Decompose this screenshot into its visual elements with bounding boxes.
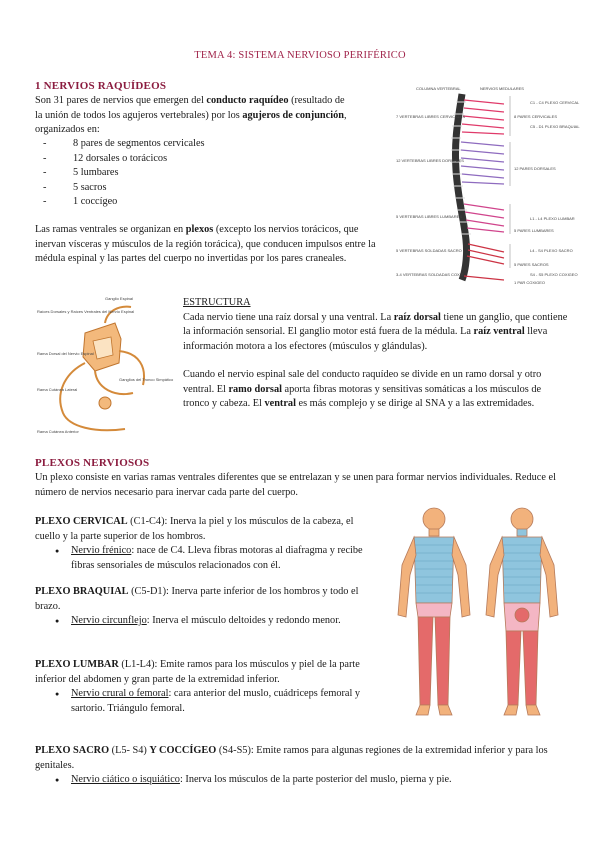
list-item: - 1 coccígeo [35, 195, 335, 210]
plexo-cervical: PLEXO CERVICAL (C1-C4): Inerva la piel y los músculos de la cabeza, el cuello y la parte superior de los hombros. ● Nervio frénico: nace de C4. Lleva fibras motoras al diafragma y recibe fibras sensoriales de músculos relacionados con él. [35, 515, 370, 573]
fig-label: L1 - L4 PLEXO LUMBAR [530, 216, 575, 221]
fig-label: S4 - S5 PLEXO COXIGEO [530, 272, 578, 277]
spinal-nerve-figure [35, 293, 175, 441]
fig-label: C5 - D1 PLEXO BRAQUIAL [530, 124, 580, 129]
fig-label: 12 PARES DORSALES [514, 166, 556, 171]
fig-label: 5 VERTEBRAS SOLDADAS SACRO [396, 248, 462, 253]
fig-label: L4 - S4 PLEXO SACRO [530, 248, 573, 253]
dermatome-figure [392, 505, 567, 723]
paragraph-nervios-intro: Son 31 pares de nervios que emergen del conducto raquídeo (resultado de la unión de todos los agujeros vertebrales) por los agujeros de conjunción, organizados en: [35, 95, 347, 135]
fig-label: 1 PAR COXIGEO [514, 280, 546, 285]
fig-label: COLUMNA VERTEBRAL [416, 86, 461, 91]
fig-label: C1 - C4 PLEXO CERVICAL [530, 100, 580, 105]
fig-label: 5 VERTEBRAS LIBRES LUMBARES [396, 214, 462, 219]
fig-label: 8 PARES CERVICALES [514, 114, 557, 119]
body-back [486, 508, 558, 715]
list-item: - 5 sacros [35, 181, 335, 196]
fig-label: 7 VERTEBRAS LIBRES CERVICALES [396, 114, 466, 119]
paragraph-plexos-intro: Un plexo consiste en varias ramas ventrales diferentes que se entrelazan y se unen para formar nervios individuales. Reduce el número de nervios necesario para inervar cada parte del cuerpo. [35, 472, 556, 498]
segment-list [35, 137, 335, 210]
list-item: ● Nervio circunflejo: Inerva el músculo deltoides y redondo menor. [35, 614, 370, 629]
paragraph-estructura-1: Cada nervio tiene una raíz dorsal y una ventral. La raíz dorsal tiene un ganglio, que contiene la información sensorial. El ganglio motor está fuera de la médula. La raíz ventral lleva información motora a los efectores (músculos y glándulas). [183, 311, 568, 352]
list-item: - 5 lumbares [35, 166, 335, 181]
fig-label: 3-4 VERTEBRAS SOLDADAS COXIS [396, 272, 464, 277]
list-item: ● Nervio ciático o isquiático: Inerva los músculos de la parte posterior del muslo, pierna y pie. [35, 773, 570, 788]
fig-label: Ganglio Espinal [105, 296, 134, 301]
body-front [398, 508, 470, 715]
spine-nerves-figure [392, 80, 580, 288]
fig-label: 5 PARES LUMBARES [514, 228, 554, 233]
page-title: TEMA 4: SISTEMA NERVIOSO PERIFÉRICO [194, 50, 406, 61]
paragraph-ramas-ventrales: Las ramas ventrales se organizan en plexos (excepto los nervios torácicos, que inervan vísceras y músculos de la región torácica), que conducen impulsos entre la médula espinal y las partes del cuerpo no invertidas por los pares craneales. [35, 224, 376, 264]
list-item: - 12 dorsales o torácicos [35, 152, 335, 167]
list-item: - 8 pares de segmentos cervicales [35, 137, 335, 152]
estructura-block [183, 296, 568, 412]
fig-label: 12 VERTEBRAS LIBRES DORSALES [396, 158, 464, 163]
paragraph-estructura-2: Cuando el nervio espinal sale del conducto raquídeo se divide en un ramo dorsal y otro ventral. El ramo dorsal aporta fibras motoras y sensitivas somáticas a los músculos de tronco y cabeza. El ventral es más complejo y se dirige al SNA y a las extremidades. [183, 369, 542, 409]
fig-label: Raíces Dorsales y Raíces Ventrales del Nervio Espinal [37, 309, 135, 314]
section-heading-nervios-raquideos: 1 NERVIOS RAQUÍDEOS [35, 80, 167, 92]
fig-label: Ganglios del Tronco Simpático [119, 377, 174, 382]
fig-label: NERVIOS MEDULARES [480, 86, 524, 91]
fig-label: Rama Dorsal del Nervio Espinal [37, 351, 94, 356]
section-heading-plexos: PLEXOS NERVIOSOS [35, 457, 150, 469]
plexo-sacro: PLEXO SACRO (L5- S4) Y COCCÍGEO (S4-S5): Emite ramos para algunas regiones de la extremidad inferior y para los genitales. ● Nervio ciático o isquiático: Inerva los músculos de la parte posterior del muslo, pierna y pie. [35, 744, 570, 788]
plexo-lumbar: PLEXO LUMBAR (L1-L4): Emite ramos para los músculos y piel de la parte inferior del abdomen y gran parte de la extremidad inferior. ● Nervio crural o femoral: cara anterior del muslo, cuádriceps femoral y sartorio. Triángulo femoral. [35, 658, 370, 716]
list-item: ● Nervio crural o femoral: cara anterior del muslo, cuádriceps femoral y sartorio. Triángulo femoral. [35, 687, 370, 716]
fig-label: Rama Cutánea Lateral [37, 387, 78, 392]
fig-label: Rama Cutánea Anterior [37, 429, 79, 434]
fig-label: 5 PARES SACROS [514, 262, 549, 267]
estructura-heading: ESTRUCTURA [183, 297, 251, 308]
plexo-braquial: PLEXO BRAQUIAL (C5-D1): Inerva parte inferior de los hombros y todo el brazo. ● Nervio circunflejo: Inerva el músculo deltoides y redondo menor. [35, 585, 370, 629]
list-item: ● Nervio frénico: nace de C4. Lleva fibras motoras al diafragma y recibe fibras sensoriales de músculos relacionados con él. [35, 544, 370, 573]
